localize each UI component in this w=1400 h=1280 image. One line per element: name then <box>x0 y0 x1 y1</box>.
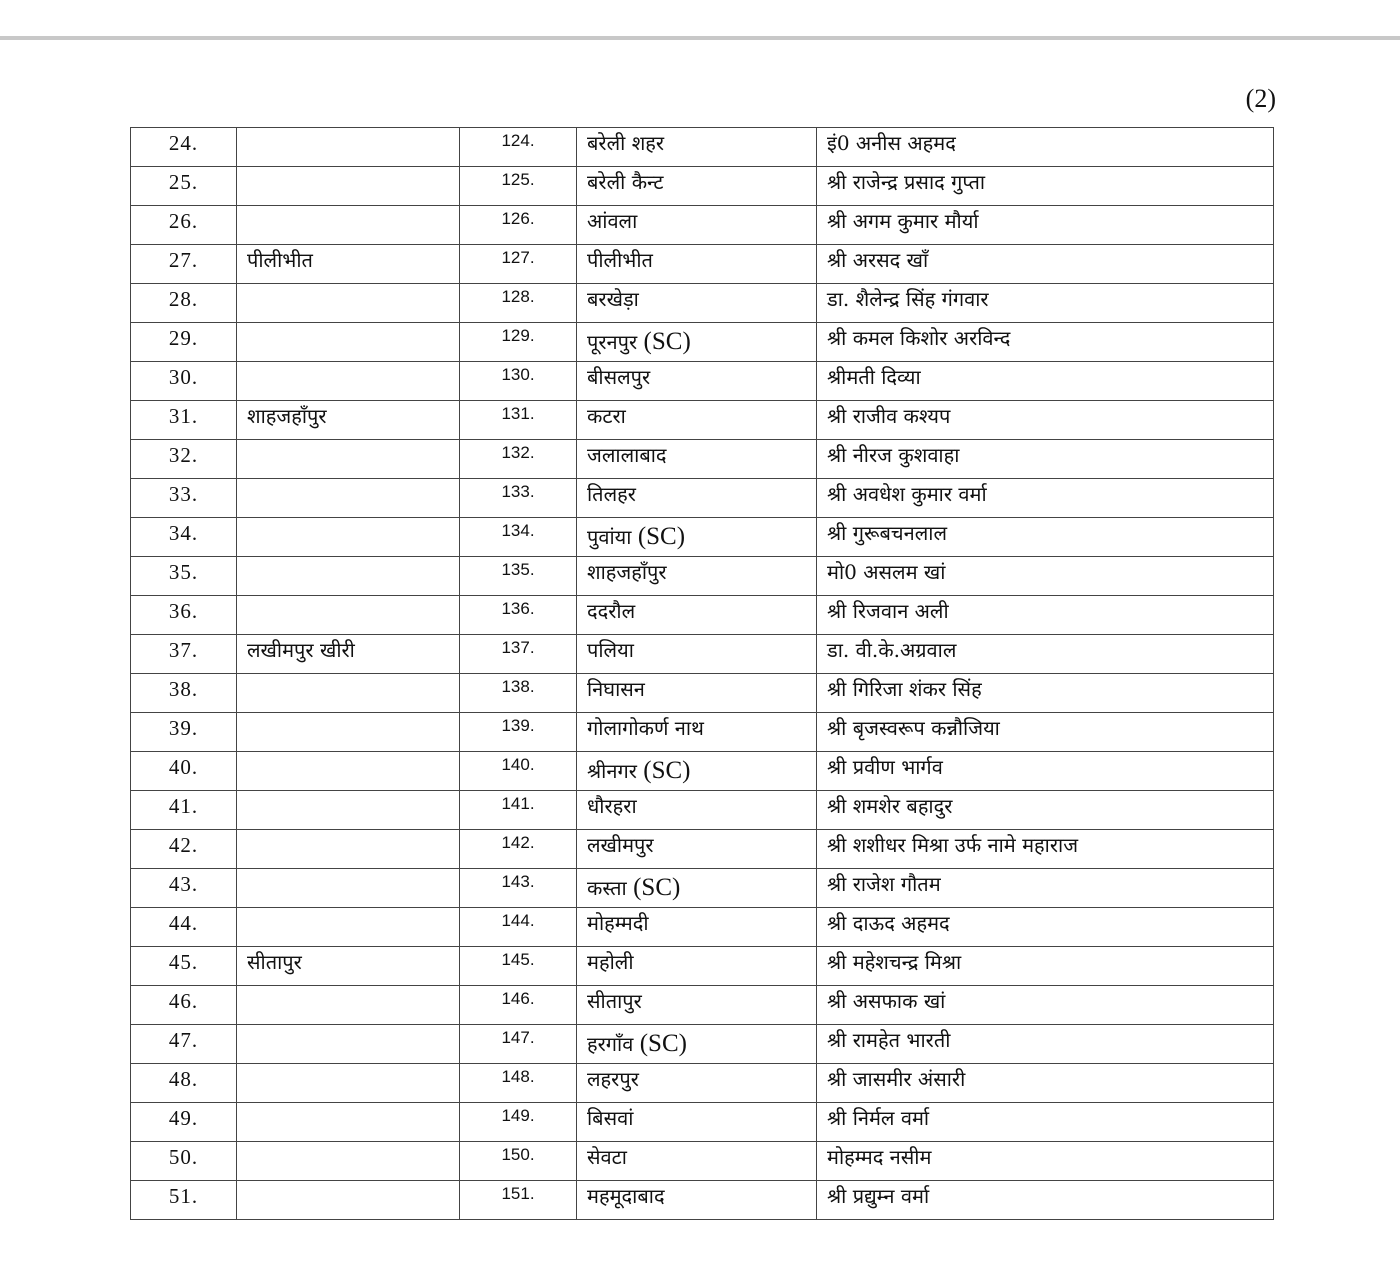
district-cell <box>237 752 460 791</box>
table-row <box>131 362 1274 401</box>
serial-number-cell: 43. <box>131 869 237 908</box>
candidate-name-cell: श्री गुरूबचनलाल <box>817 518 1274 557</box>
constituency-name: हरगाँव <box>587 1032 634 1056</box>
table-row <box>131 908 1274 947</box>
serial-number-cell: 47. <box>131 1025 237 1064</box>
constituency-name-cell <box>577 947 817 986</box>
serial-number-cell: 25. <box>131 167 237 206</box>
table-row <box>131 440 1274 479</box>
district-cell: पीलीभीत <box>237 245 460 284</box>
serial-number-cell: 48. <box>131 1064 237 1103</box>
district-cell <box>237 206 460 245</box>
candidate-name-cell: श्री राजेश गौतम <box>817 869 1274 908</box>
constituency-name-cell <box>577 518 817 557</box>
candidate-name-cell: श्री राजेन्द्र प्रसाद गुप्ता <box>817 167 1274 206</box>
district-cell <box>237 713 460 752</box>
constituency-name: महमूदाबाद <box>587 1184 665 1208</box>
candidate-name-cell: डा. शैलेन्द्र सिंह गंगवार <box>817 284 1274 323</box>
constituency-name: बीसलपुर <box>587 365 651 389</box>
district-cell: सीतापुर <box>237 947 460 986</box>
district-cell <box>237 674 460 713</box>
candidate-name-cell: श्री निर्मल वर्मा <box>817 1103 1274 1142</box>
constituency-name-cell <box>577 1181 817 1220</box>
constituency-name: श्रीनगर <box>587 759 637 783</box>
table-row <box>131 1025 1274 1064</box>
table-row <box>131 713 1274 752</box>
constituency-name: बरखेड़ा <box>587 287 639 311</box>
constituency-number-cell: 138. <box>460 674 577 713</box>
constituency-name-cell <box>577 128 817 167</box>
district-cell <box>237 1064 460 1103</box>
district-cell <box>237 479 460 518</box>
constituency-name-cell <box>577 1142 817 1181</box>
constituency-number-cell: 142. <box>460 830 577 869</box>
district-cell <box>237 323 460 362</box>
candidate-name-cell: श्री महेशचन्द्र मिश्रा <box>817 947 1274 986</box>
district-cell <box>237 362 460 401</box>
district-cell <box>237 440 460 479</box>
serial-number-cell: 27. <box>131 245 237 284</box>
district-cell <box>237 986 460 1025</box>
reserved-category-label: (SC) <box>637 523 686 550</box>
candidate-name-cell: श्री गिरिजा शंकर सिंह <box>817 674 1274 713</box>
constituency-name: कस्ता <box>587 876 627 900</box>
constituency-number-cell: 151. <box>460 1181 577 1220</box>
candidate-name-cell: इं0 अनीस अहमद <box>817 128 1274 167</box>
serial-number-cell: 41. <box>131 791 237 830</box>
top-divider <box>0 36 1400 40</box>
table-row <box>131 1181 1274 1220</box>
district-cell <box>237 1103 460 1142</box>
constituency-name-cell <box>577 1103 817 1142</box>
constituency-name: सेवटा <box>587 1145 627 1169</box>
serial-number-cell: 44. <box>131 908 237 947</box>
candidate-list-table <box>130 127 1274 1220</box>
constituency-name-cell <box>577 284 817 323</box>
reserved-category-label: (SC) <box>643 757 691 784</box>
page-number: (2) <box>1245 84 1276 113</box>
table-row <box>131 206 1274 245</box>
district-cell <box>237 1181 460 1220</box>
constituency-name: पुवांया <box>587 525 632 549</box>
candidate-name-cell: श्री रिजवान अली <box>817 596 1274 635</box>
serial-number-cell: 51. <box>131 1181 237 1220</box>
table-row <box>131 1064 1274 1103</box>
constituency-name-cell <box>577 713 817 752</box>
constituency-name: बरेली कैन्ट <box>587 170 664 194</box>
constituency-number-cell: 140. <box>460 752 577 791</box>
district-cell <box>237 518 460 557</box>
candidate-name-cell: श्री अगम कुमार मौर्या <box>817 206 1274 245</box>
constituency-number-cell: 135. <box>460 557 577 596</box>
constituency-name-cell <box>577 830 817 869</box>
district-cell <box>237 596 460 635</box>
constituency-name-cell <box>577 167 817 206</box>
serial-number-cell: 39. <box>131 713 237 752</box>
constituency-name: पूरनपुर <box>587 330 638 354</box>
constituency-name: मोहम्मदी <box>587 911 649 935</box>
serial-number-cell: 42. <box>131 830 237 869</box>
candidate-name-cell: श्री अरसद खाँ <box>817 245 1274 284</box>
district-cell <box>237 869 460 908</box>
serial-number-cell: 35. <box>131 557 237 596</box>
constituency-name-cell <box>577 479 817 518</box>
candidate-name-cell: श्री राजीव कश्यप <box>817 401 1274 440</box>
constituency-name: तिलहर <box>587 482 636 506</box>
constituency-name-cell <box>577 401 817 440</box>
constituency-name: बरेली शहर <box>587 131 665 155</box>
constituency-number-cell: 150. <box>460 1142 577 1181</box>
candidate-name-cell: श्री बृजस्वरूप कन्नौजिया <box>817 713 1274 752</box>
constituency-name-cell <box>577 986 817 1025</box>
table-row <box>131 167 1274 206</box>
constituency-number-cell: 143. <box>460 869 577 908</box>
table-row <box>131 479 1274 518</box>
constituency-number-cell: 147. <box>460 1025 577 1064</box>
constituency-name-cell <box>577 557 817 596</box>
constituency-number-cell: 141. <box>460 791 577 830</box>
reserved-category-label: (SC) <box>643 328 691 355</box>
constituency-name: महोली <box>587 950 634 974</box>
district-cell <box>237 791 460 830</box>
district-cell <box>237 284 460 323</box>
constituency-name: पीलीभीत <box>587 248 653 272</box>
serial-number-cell: 32. <box>131 440 237 479</box>
table-row <box>131 752 1274 791</box>
candidate-name-cell: श्री शशीधर मिश्रा उर्फ नामे महाराज <box>817 830 1274 869</box>
constituency-name: लखीमपुर <box>587 833 654 857</box>
table-row <box>131 635 1274 674</box>
constituency-name-cell <box>577 908 817 947</box>
serial-number-cell: 28. <box>131 284 237 323</box>
constituency-name: जलालाबाद <box>587 443 667 467</box>
candidate-name-cell: श्री प्रवीण भार्गव <box>817 752 1274 791</box>
table-row <box>131 518 1274 557</box>
table-row <box>131 674 1274 713</box>
serial-number-cell: 38. <box>131 674 237 713</box>
constituency-name: गोलागोकर्ण नाथ <box>587 716 704 740</box>
constituency-name-cell <box>577 440 817 479</box>
constituency-name: कटरा <box>587 404 626 428</box>
district-cell <box>237 128 460 167</box>
table-row <box>131 791 1274 830</box>
district-cell: लखीमपुर खीरी <box>237 635 460 674</box>
constituency-number-cell: 148. <box>460 1064 577 1103</box>
candidate-rows <box>131 128 1274 1220</box>
constituency-name: बिसवां <box>587 1106 634 1130</box>
constituency-number-cell: 131. <box>460 401 577 440</box>
serial-number-cell: 34. <box>131 518 237 557</box>
serial-number-cell: 29. <box>131 323 237 362</box>
candidate-name-cell: मो0 असलम खां <box>817 557 1274 596</box>
serial-number-cell: 49. <box>131 1103 237 1142</box>
constituency-name-cell <box>577 596 817 635</box>
reserved-category-label: (SC) <box>639 1030 687 1057</box>
constituency-name: ददरौल <box>587 599 636 623</box>
serial-number-cell: 31. <box>131 401 237 440</box>
constituency-name: निघासन <box>587 677 645 701</box>
serial-number-cell: 50. <box>131 1142 237 1181</box>
candidate-name-cell: श्री जासमीर अंसारी <box>817 1064 1274 1103</box>
constituency-number-cell: 130. <box>460 362 577 401</box>
district-cell <box>237 167 460 206</box>
table-row <box>131 1142 1274 1181</box>
constituency-name: आंवला <box>587 209 638 233</box>
constituency-name-cell <box>577 206 817 245</box>
candidate-name-cell: श्री नीरज कुशवाहा <box>817 440 1274 479</box>
reserved-category-label: (SC) <box>633 874 681 901</box>
candidate-name-cell: श्री प्रद्युम्न वर्मा <box>817 1181 1274 1220</box>
candidate-name-cell: डा. वी.के.अग्रवाल <box>817 635 1274 674</box>
table-row <box>131 947 1274 986</box>
constituency-number-cell: 137. <box>460 635 577 674</box>
constituency-name-cell <box>577 635 817 674</box>
table-row <box>131 986 1274 1025</box>
candidate-name-cell: श्री दाऊद अहमद <box>817 908 1274 947</box>
constituency-number-cell: 126. <box>460 206 577 245</box>
constituency-number-cell: 139. <box>460 713 577 752</box>
serial-number-cell: 30. <box>131 362 237 401</box>
constituency-number-cell: 133. <box>460 479 577 518</box>
candidate-name-cell: श्री अवधेश कुमार वर्मा <box>817 479 1274 518</box>
constituency-number-cell: 145. <box>460 947 577 986</box>
table-row <box>131 1103 1274 1142</box>
candidate-name-cell: श्री शमशेर बहादुर <box>817 791 1274 830</box>
table-row <box>131 284 1274 323</box>
serial-number-cell: 45. <box>131 947 237 986</box>
constituency-name: धौरहरा <box>587 794 637 818</box>
constituency-number-cell: 146. <box>460 986 577 1025</box>
constituency-number-cell: 128. <box>460 284 577 323</box>
constituency-name-cell <box>577 791 817 830</box>
table-row <box>131 245 1274 284</box>
table-row <box>131 830 1274 869</box>
table-row <box>131 401 1274 440</box>
table-row <box>131 323 1274 362</box>
constituency-name-cell <box>577 869 817 908</box>
candidate-name-cell: श्री कमल किशोर अरविन्द <box>817 323 1274 362</box>
district-cell: शाहजहाँपुर <box>237 401 460 440</box>
serial-number-cell: 36. <box>131 596 237 635</box>
constituency-name-cell <box>577 323 817 362</box>
constituency-number-cell: 132. <box>460 440 577 479</box>
constituency-number-cell: 149. <box>460 1103 577 1142</box>
district-cell <box>237 1142 460 1181</box>
constituency-name-cell <box>577 362 817 401</box>
serial-number-cell: 40. <box>131 752 237 791</box>
constituency-name: सीतापुर <box>587 989 642 1013</box>
constituency-number-cell: 134. <box>460 518 577 557</box>
candidate-name-cell: श्री रामहेत भारती <box>817 1025 1274 1064</box>
table-row <box>131 596 1274 635</box>
serial-number-cell: 24. <box>131 128 237 167</box>
serial-number-cell: 26. <box>131 206 237 245</box>
table-row <box>131 128 1274 167</box>
table-row <box>131 557 1274 596</box>
candidate-name-cell: श्री असफाक खां <box>817 986 1274 1025</box>
constituency-number-cell: 129. <box>460 323 577 362</box>
serial-number-cell: 46. <box>131 986 237 1025</box>
constituency-number-cell: 124. <box>460 128 577 167</box>
constituency-name-cell <box>577 1025 817 1064</box>
serial-number-cell: 37. <box>131 635 237 674</box>
constituency-name: पलिया <box>587 638 634 662</box>
candidate-name-cell: मोहम्मद नसीम <box>817 1142 1274 1181</box>
constituency-name: शाहजहाँपुर <box>587 560 667 584</box>
constituency-name-cell <box>577 245 817 284</box>
constituency-number-cell: 136. <box>460 596 577 635</box>
candidate-name-cell: श्रीमती दिव्या <box>817 362 1274 401</box>
constituency-name-cell <box>577 752 817 791</box>
constituency-name-cell <box>577 674 817 713</box>
constituency-name-cell <box>577 1064 817 1103</box>
constituency-name: लहरपुर <box>587 1067 639 1091</box>
constituency-number-cell: 125. <box>460 167 577 206</box>
district-cell <box>237 908 460 947</box>
constituency-number-cell: 144. <box>460 908 577 947</box>
table-row <box>131 869 1274 908</box>
district-cell <box>237 557 460 596</box>
constituency-number-cell: 127. <box>460 245 577 284</box>
district-cell <box>237 1025 460 1064</box>
serial-number-cell: 33. <box>131 479 237 518</box>
district-cell <box>237 830 460 869</box>
